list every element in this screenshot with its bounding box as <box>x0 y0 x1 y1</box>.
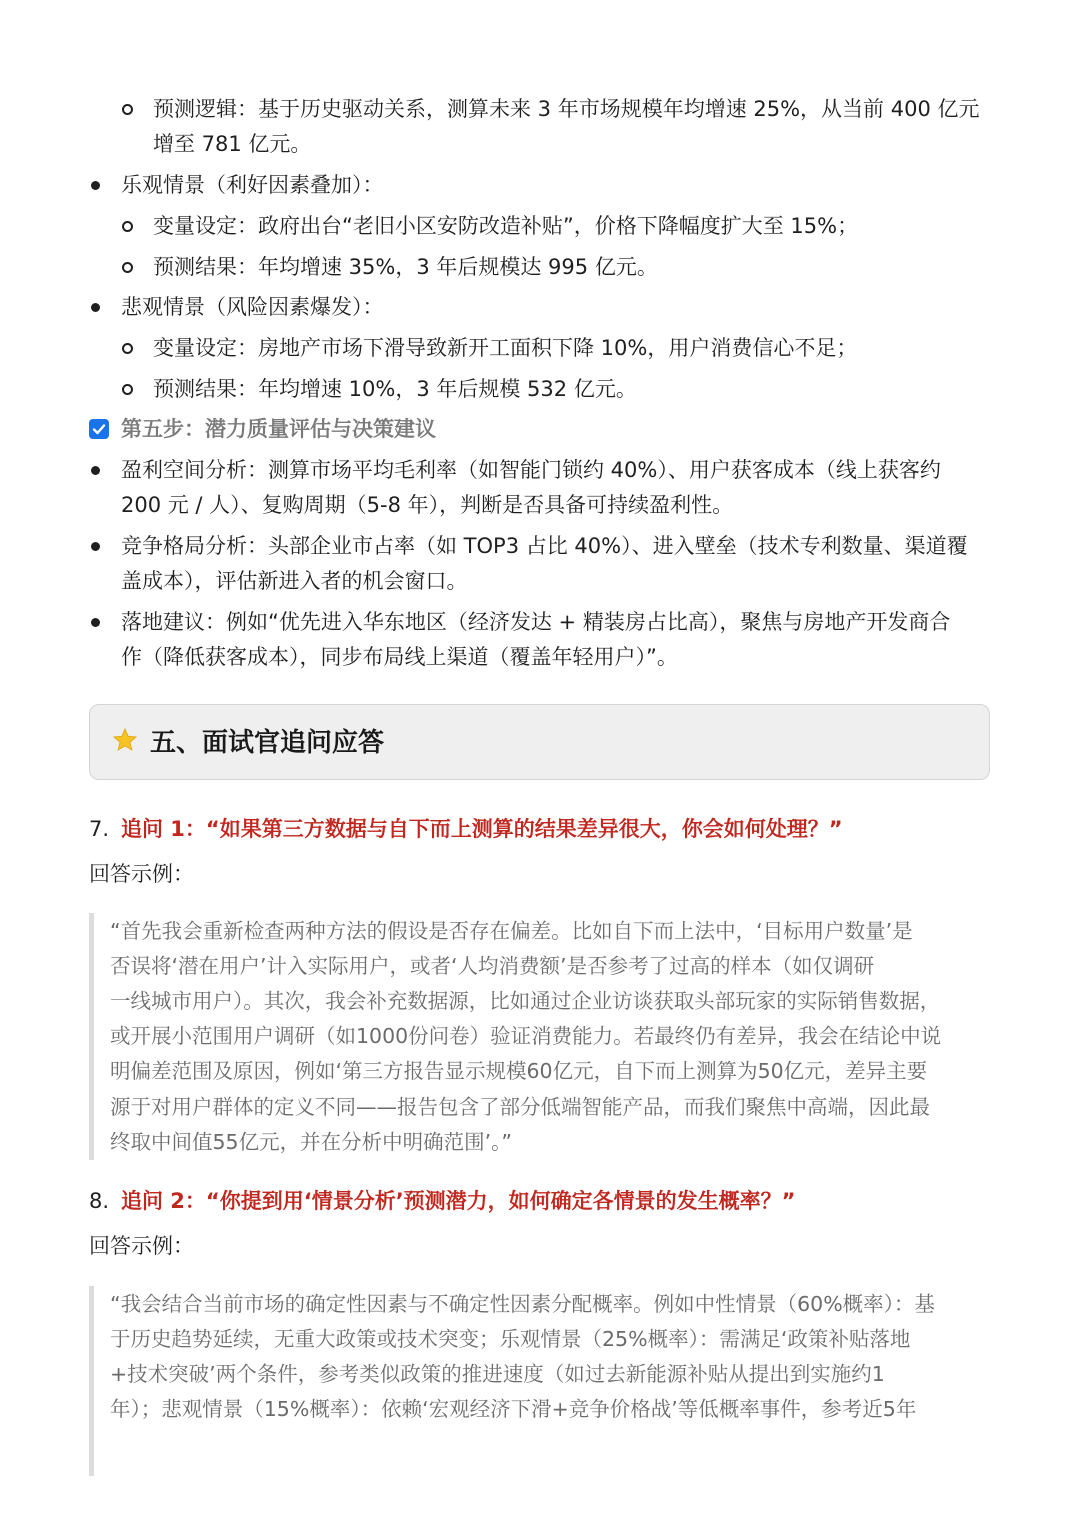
list-item-profit-cont: 200 元 / 人）、复购周期（5-8 年），判断是否具备可持续盈利性。 <box>121 493 734 517</box>
disc-bullet-icon <box>91 181 100 190</box>
question-number: 8. <box>89 1189 110 1213</box>
question-8-text: 追问 2：“你提到用‘情景分析’预测潜力，如何确定各情景的发生概率？” <box>121 1189 796 1213</box>
list-item-competition: 竞争格局分析：头部企业市占率（如 TOP3 占比 40%）、进入壁垒（技术专利数量、渠道覆 <box>121 534 968 558</box>
answer-8-line: 于历史趋势延续，无重大政策或技术突变；乐观情景（25%概率）：需满足‘政策补贴落地 <box>110 1327 911 1351</box>
list-item-pessimistic-variable: 变量设定：房地产市场下滑导致新开工面积下降 10%，用户消费信心不足； <box>153 336 858 360</box>
circle-bullet-icon <box>122 384 133 395</box>
disc-bullet-icon <box>91 466 100 475</box>
section-title: 五、面试官追问应答 <box>150 728 385 758</box>
list-item-profit: 盈利空间分析：测算市场平均毛利率（如智能门锁约 40%）、用户获客成本（线上获客约 <box>121 458 941 482</box>
list-item-pessimistic: 悲观情景（风险因素爆发）： <box>121 295 384 319</box>
list-item-pessimistic-result: 预测结果：年均增速 10%，3 年后规模 532 亿元。 <box>153 377 637 401</box>
answer-8-line: “我会结合当前市场的确定性因素与不确定性因素分配概率。例如中性情景（60%概率）：基 <box>110 1292 935 1316</box>
star-icon <box>112 727 138 753</box>
question-7-text: 追问 1：“如果第三方数据与自下而上测算的结果差异很大，你会如何处理？” <box>121 817 843 841</box>
list-item-advice-cont: 作（降低获客成本），同步布局线上渠道（覆盖年轻用户）”。 <box>121 645 678 669</box>
answer-7-line: 一线城市用户）。其次，我会补充数据源，比如通过企业访谈获取头部玩家的实际销售数据， <box>110 989 941 1013</box>
answer-7-line: 明偏差范围及原因，例如‘第三方报告显示规模60亿元，自下而上测算为50亿元，差异主要 <box>110 1059 928 1083</box>
list-item-optimistic-result: 预测结果：年均增速 35%，3 年后规模达 995 亿元。 <box>153 255 658 279</box>
answer-7-line: “首先我会重新检查两种方法的假设是否存在偏差。比如自下而上法中，‘目标用户数量’是 <box>110 919 913 943</box>
disc-bullet-icon <box>91 303 100 312</box>
checked-checkbox-icon[interactable] <box>89 419 109 439</box>
list-item-optimistic-variable: 变量设定：政府出台“老旧小区安防改造补贴”，价格下降幅度扩大至 15%； <box>153 214 859 238</box>
answer-label: 回答示例： <box>89 1234 194 1258</box>
blockquote-bar <box>89 1286 94 1476</box>
question-number: 7. <box>89 817 110 841</box>
list-item-forecast-logic: 预测逻辑：基于历史驱动关系，测算未来 3 年市场规模年均增速 25%，从当前 400 亿元 <box>153 97 980 121</box>
answer-label: 回答示例： <box>89 862 194 886</box>
disc-bullet-icon <box>91 618 100 627</box>
circle-bullet-icon <box>122 221 133 232</box>
list-item-forecast-logic-cont: 增至 781 亿元。 <box>153 132 312 156</box>
answer-8-line: +技术突破’两个条件，参考类似政策的推进速度（如过去新能源补贴从提出到实施约1 <box>110 1362 885 1386</box>
circle-bullet-icon <box>122 104 133 115</box>
circle-bullet-icon <box>122 262 133 273</box>
circle-bullet-icon <box>122 343 133 354</box>
step5-heading: 第五步：潜力质量评估与决策建议 <box>121 417 436 441</box>
list-item-optimistic: 乐观情景（利好因素叠加）： <box>121 173 384 197</box>
answer-7-line: 源于对用户群体的定义不同——报告包含了部分低端智能产品，而我们聚焦中高端，因此最 <box>110 1095 930 1119</box>
answer-7-line: 或开展小范围用户调研（如1000份问卷）验证消费能力。若最终仍有差异，我会在结论中说 <box>110 1024 942 1048</box>
list-item-competition-cont: 盖成本），评估新进入者的机会窗口。 <box>121 569 468 593</box>
answer-8-line: 年）；悲观情景（15%概率）：依赖‘宏观经济下滑+竞争价格战’等低概率事件，参考近5年 <box>110 1397 917 1421</box>
disc-bullet-icon <box>91 542 100 551</box>
answer-7-line: 否误将‘潜在用户’计入实际用户，或者‘人均消费额’是否参考了过高的样本（如仅调研 <box>110 954 875 978</box>
blockquote-bar <box>89 913 94 1160</box>
list-item-advice: 落地建议：例如“优先进入华东地区（经济发达 + 精装房占比高），聚焦与房地产开发商合 <box>121 610 951 634</box>
answer-7-line: 终取中间值55亿元，并在分析中明确范围’。” <box>110 1130 512 1154</box>
section-heading-box <box>89 704 990 780</box>
